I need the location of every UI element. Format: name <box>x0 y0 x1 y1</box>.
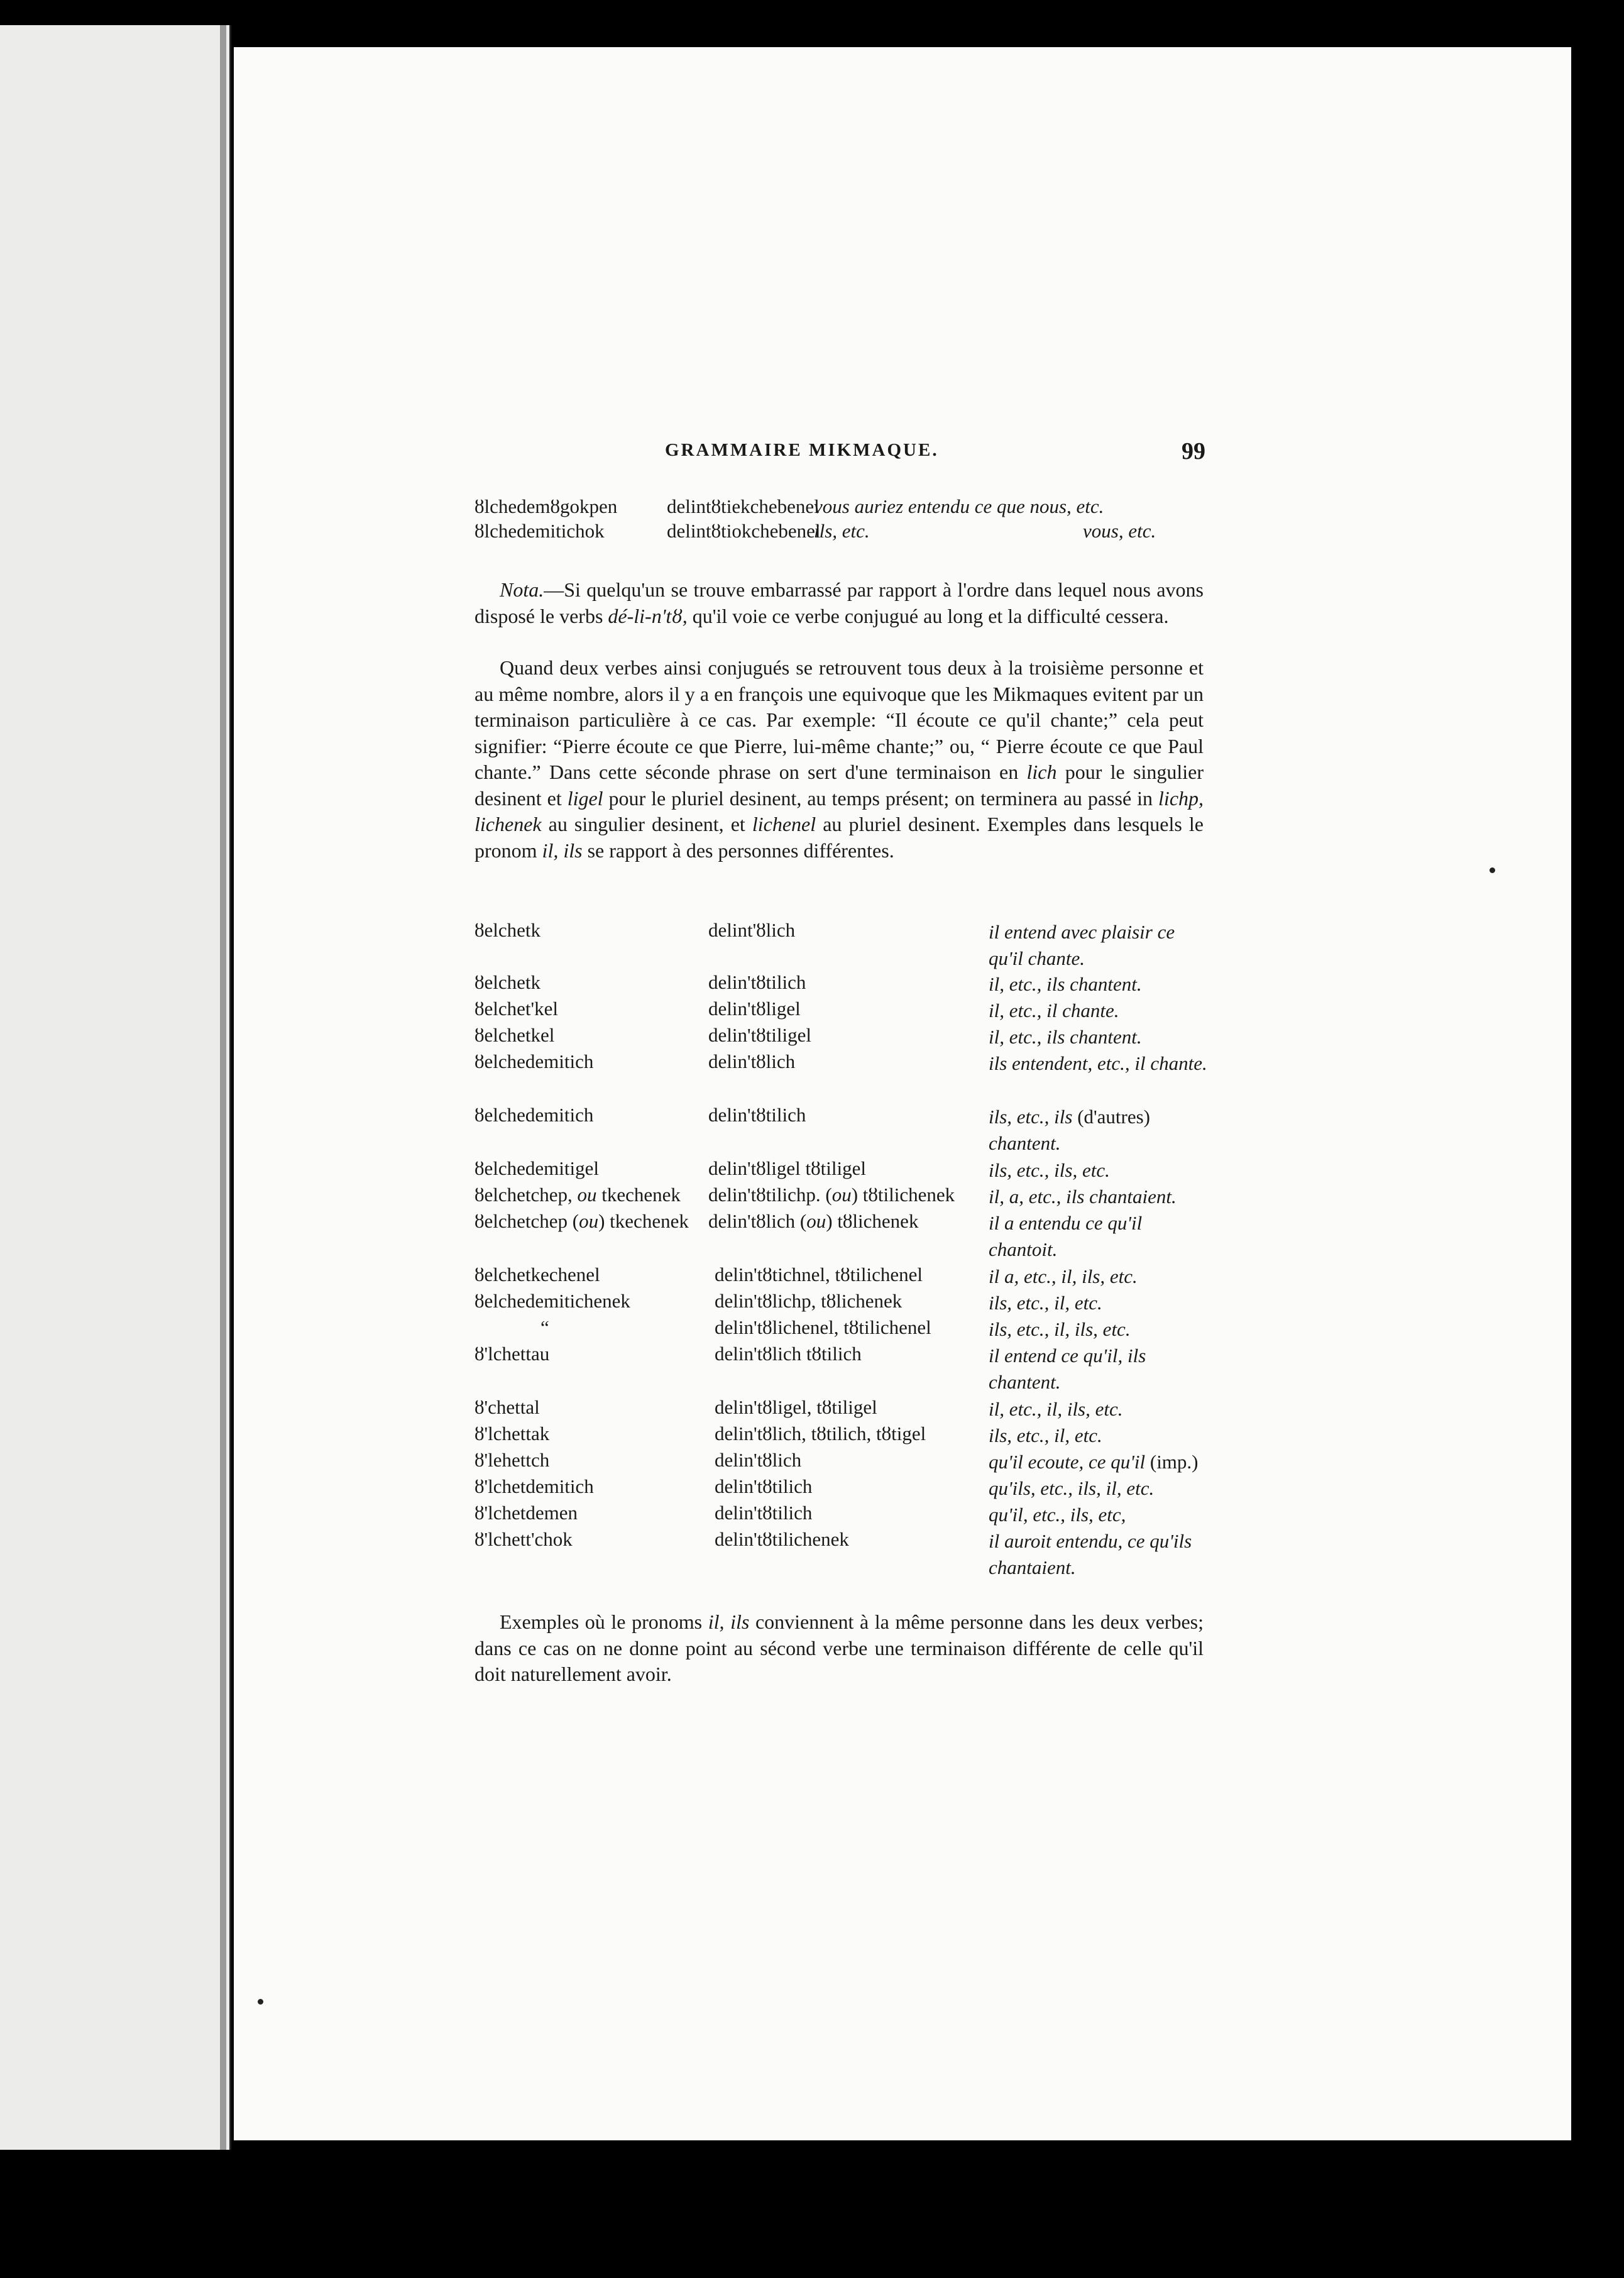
example-mikmaq: ȣelchedemitichenek <box>475 1290 630 1312</box>
example-row <box>475 1475 1210 1502</box>
example-french <box>989 1449 1210 1475</box>
italic-term: lichenel <box>752 813 816 835</box>
example-french: qu'il, etc., ils, etc, <box>989 1504 1126 1526</box>
example-row <box>475 1343 1210 1393</box>
example-row <box>475 1290 1210 1316</box>
example-row <box>475 1422 1210 1449</box>
nota-lead: Nota. <box>500 578 544 601</box>
french-translation: ils, etc. <box>814 520 870 542</box>
mikmaq-form-2: delintȣtiekchebenel <box>667 495 820 517</box>
example-mikmaq <box>475 1210 689 1233</box>
paper-speck <box>258 1999 263 2005</box>
example-mikmaq-2: delin'tȣligel <box>708 998 801 1020</box>
example-french: il a, etc., il, ils, etc. <box>989 1265 1138 1287</box>
nota-text: —Si quelqu'un se trouve embarrassé par rapport à l'ordre dans lequel nous avons disposé le verbs <box>475 578 1204 627</box>
example-french-roman: (d'autres) <box>1072 1106 1150 1128</box>
example-mikmaq: ȣ'lchettak <box>475 1422 550 1444</box>
paragraph-text: conviennent à la même personne dans les deux verbes; dans ce cas on ne donne point au sécond verbe une terminaison différente de celle qu'il doit naturellement avoir. <box>475 1610 1204 1685</box>
example-french-part: ils, etc., ils <box>989 1106 1073 1128</box>
text-part: delin'tȣlich ( <box>708 1210 807 1232</box>
french-translation: vous auriez entendu ce que nous, etc. <box>814 495 1104 517</box>
example-french: il, etc., ils chantent. <box>989 973 1142 995</box>
text-part-italic: ou <box>831 1184 852 1206</box>
example-mikmaq-2: delin'tȣlich <box>715 1449 802 1471</box>
example-mikmaq: ȣ'lchett'chok <box>475 1528 573 1550</box>
paragraph-text: au pluriel desinent. Exemples dans lesquels le pronom <box>475 813 1204 862</box>
text-part: ȣelchetchep ( <box>475 1210 579 1232</box>
example-french: il, etc., il chante. <box>989 999 1119 1021</box>
example-mikmaq: ȣelchet'kel <box>475 998 558 1020</box>
example-mikmaq: ȣ'chettal <box>475 1396 540 1418</box>
text-part: ) tȣtilichenek <box>851 1184 955 1206</box>
example-row <box>475 1024 1210 1050</box>
example-french: ils, etc., il, etc. <box>989 1292 1102 1314</box>
italic-term: lich <box>1026 761 1057 783</box>
nota-verb: dé-li-n'tȣ, <box>608 604 688 627</box>
example-mikmaq-2: delin'tȣtilichenek <box>715 1528 849 1550</box>
example-french: ils, etc., ils, etc. <box>989 1159 1110 1181</box>
paragraph-text: pour le pluriel desinent, au temps présent; on terminera au passé in <box>603 786 1159 810</box>
example-mikmaq: ȣelchetk <box>475 919 541 941</box>
example-mikmaq-2: delin'tȣtiligel <box>708 1024 812 1046</box>
example-row <box>475 971 1210 998</box>
mikmaq-form-2: delintȣtiokchebenel <box>667 520 821 542</box>
paragraph-text: Quand deux verbes ainsi conjugués se retrouvent tous deux à la troisième personne et au même nombre, alors il y a en françois une equivoque que les Mikmaques evitent par un terminaison particulière à ce cas. Par exemple: “Il écoute ce qu'il chante;” cela peut signifier: “Pierre écoute ce que Pierre, lui-même chante;” ou, “ Pierre écoute ce que Paul chante.” Dans cette séconde phrase on sert d'une terminaison en <box>475 656 1204 783</box>
example-french-part: chantent. <box>989 1132 1061 1154</box>
example-mikmaq: ȣelchetk <box>475 971 541 993</box>
example-mikmaq-2: delint'ȣlich <box>708 919 796 941</box>
running-title: GRAMMAIRE MIKMAQUE. <box>665 440 939 460</box>
text-part-italic: ou <box>579 1210 599 1232</box>
example-row <box>475 1263 1210 1290</box>
example-mikmaq-2: delin'tȣlichenel, tȣtilichenel <box>715 1316 931 1338</box>
italic-term: il, ils <box>542 839 583 862</box>
paragraph-text: pour le singulier desinent et <box>475 761 1204 810</box>
example-french: il, a, etc., ils chantaient. <box>989 1186 1177 1208</box>
conjugation-row <box>475 520 1210 546</box>
text-part-italic: ou <box>806 1210 826 1232</box>
example-mikmaq-2: delin'tȣtilich <box>708 1104 806 1126</box>
mikmaq-form: ȣlchedemȣgokpen <box>475 495 618 517</box>
example-french: il, etc., ils chantent. <box>989 1026 1142 1048</box>
example-mikmaq-2: delin'tȣtilich <box>708 971 806 993</box>
paragraph-text: Exemples où le pronoms <box>500 1610 708 1633</box>
example-row <box>475 1528 1210 1578</box>
example-row <box>475 1104 1210 1154</box>
example-french-roman: (imp.) <box>1145 1451 1199 1473</box>
example-mikmaq: ȣ'lchetdemen <box>475 1502 578 1524</box>
example-row <box>475 1502 1210 1528</box>
example-french: ils, etc., il, ils, etc. <box>989 1318 1131 1340</box>
example-row <box>475 1050 1210 1077</box>
example-row <box>475 1316 1210 1343</box>
example-mikmaq: ȣ'lchetdemitich <box>475 1475 594 1497</box>
example-mikmaq-2: delin'tȣlich, tȣtilich, tȣtigel <box>715 1422 926 1444</box>
paragraph-text: se rapport à des personnes différentes. <box>582 839 894 862</box>
text-part-italic: ou <box>577 1184 597 1206</box>
example-mikmaq-2: delin'tȣligel tȣtiligel <box>708 1157 866 1179</box>
example-french: il, etc., il, ils, etc. <box>989 1398 1123 1420</box>
french-translation-2: vous, etc. <box>1083 520 1156 542</box>
example-mikmaq-2 <box>708 1184 955 1206</box>
example-mikmaq-2: delin'tȣlich tȣtilich <box>715 1343 862 1365</box>
example-mikmaq-2: delin'tȣtilich <box>715 1502 813 1524</box>
book-spine <box>0 25 231 2150</box>
example-row <box>475 919 1210 969</box>
example-mikmaq-2 <box>708 1210 918 1233</box>
book-page <box>234 47 1571 2140</box>
example-mikmaq: ȣ'lehettch <box>475 1449 550 1471</box>
example-french: il auroit entendu, ce qu'ils chantaient. <box>989 1530 1192 1578</box>
example-french: il entend ce qu'il, ils chantent. <box>989 1345 1146 1393</box>
example-row <box>475 998 1210 1024</box>
example-mikmaq: ȣelchedemitigel <box>475 1157 599 1179</box>
example-row <box>475 1449 1210 1475</box>
example-row <box>475 1396 1210 1422</box>
nota-paragraph <box>475 577 1204 629</box>
example-row <box>475 1210 1210 1260</box>
paper-speck <box>1490 867 1495 873</box>
text-part: delin'tȣtilichp. ( <box>708 1184 832 1206</box>
example-mikmaq: ȣ'lchettau <box>475 1343 550 1365</box>
example-mikmaq: ȣelchetkechenel <box>475 1263 600 1285</box>
text-part: ) tkechenek <box>598 1210 689 1232</box>
example-mikmaq-2: delin'tȣtilich <box>715 1475 813 1497</box>
example-mikmaq: ȣelchedemitich <box>475 1104 594 1126</box>
page-number: 99 <box>1182 438 1205 465</box>
text-part: tkechenek <box>596 1184 681 1206</box>
ditto-mark: “ <box>540 1316 549 1338</box>
paragraph-text: au singulier desinent, et <box>541 813 752 835</box>
body-paragraph <box>475 655 1204 864</box>
example-french: ils, etc., il, etc. <box>989 1424 1102 1446</box>
conjugation-row <box>475 495 1210 522</box>
example-french <box>989 1104 1210 1157</box>
mikmaq-form: ȣlchedemitichok <box>475 520 605 542</box>
example-mikmaq-2: delin'tȣlich <box>708 1050 796 1072</box>
example-mikmaq: ȣelchetkel <box>475 1024 555 1046</box>
italic-term: ligel <box>567 786 603 810</box>
italic-term: lichp, lichenek <box>475 786 1204 835</box>
example-mikmaq: ȣelchedemitich <box>475 1050 594 1072</box>
closing-paragraph <box>475 1609 1204 1688</box>
example-french: qu'ils, etc., ils, il, etc. <box>989 1477 1155 1499</box>
example-row <box>475 1157 1210 1184</box>
example-french: ils entendent, etc., il chante. <box>989 1052 1207 1074</box>
example-french: il entend avec plaisir ce qu'il chante. <box>989 921 1175 969</box>
spine-edge <box>220 25 226 2150</box>
example-mikmaq <box>475 1184 681 1206</box>
nota-text-2: qu'il voie ce verbe conjugué au long et la difficulté cessera. <box>687 604 1169 627</box>
example-mikmaq-2: delin'tȣligel, tȣtiligel <box>715 1396 877 1418</box>
example-mikmaq-2: delin'tȣlichp, tȣlichenek <box>715 1290 903 1312</box>
example-french-part: qu'il ecoute, ce qu'il <box>989 1451 1146 1473</box>
example-mikmaq-2: delin'tȣtichnel, tȣtilichenel <box>715 1263 923 1285</box>
text-part: ȣelchetchep, <box>475 1184 578 1206</box>
italic-term: il, ils <box>708 1610 750 1633</box>
text-part: ) tȣlichenek <box>826 1210 919 1232</box>
example-french: il a entendu ce qu'il chantoit. <box>989 1212 1143 1260</box>
page-header <box>665 440 1205 478</box>
example-row <box>475 1184 1210 1210</box>
